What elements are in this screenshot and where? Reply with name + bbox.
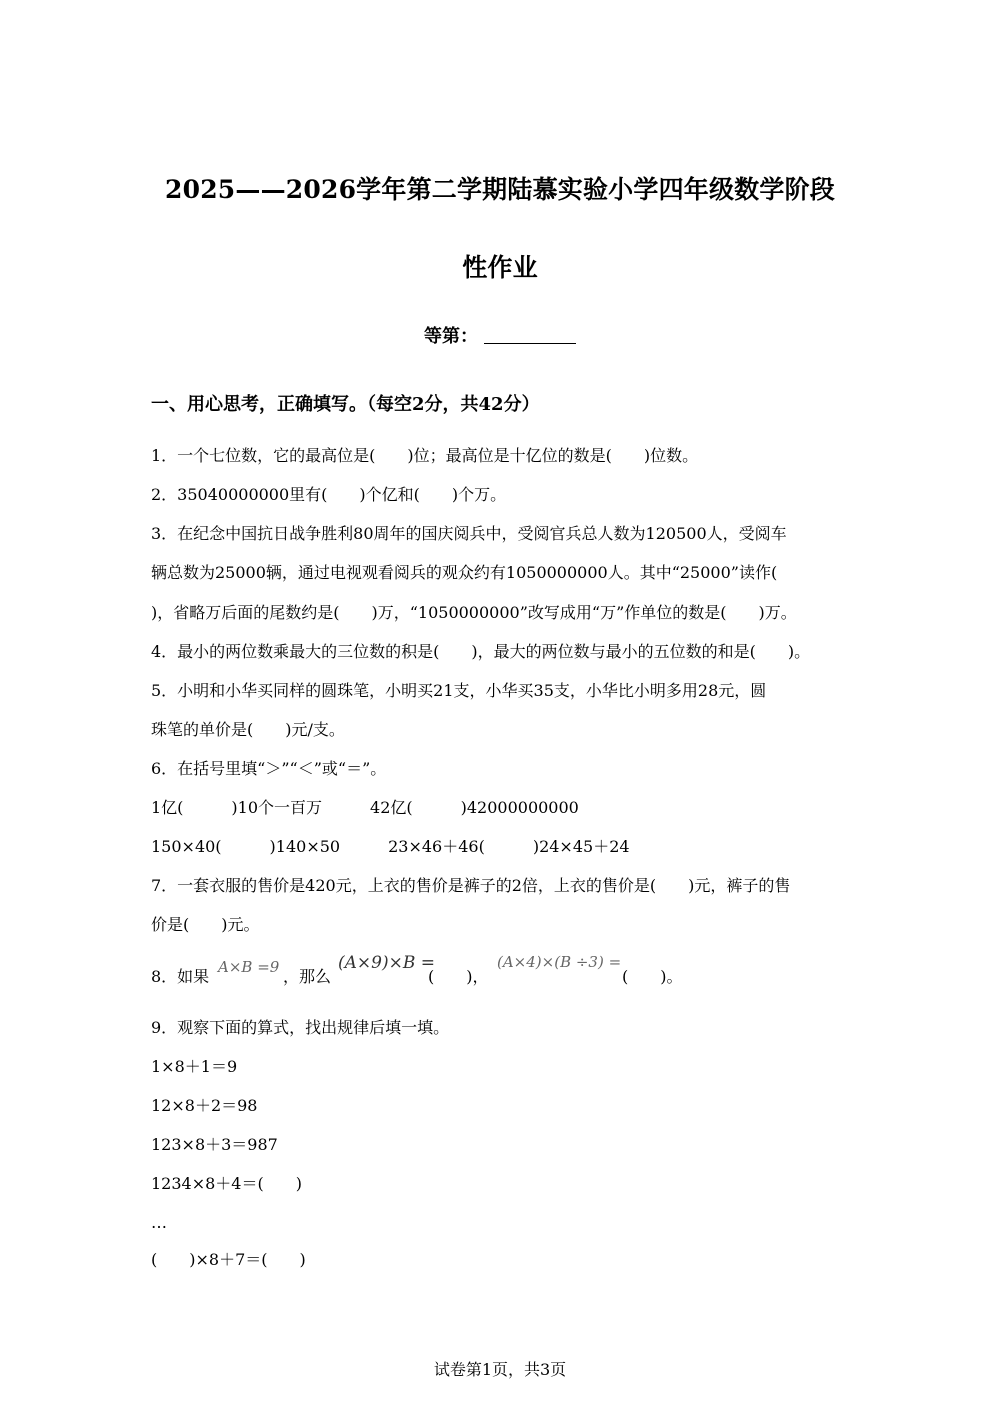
question-8-condition: A×B =9 — [218, 958, 280, 976]
question-8-blank1: ( )， — [428, 967, 489, 986]
question-2: 2．35040000000里有( )个亿和( )个万。 — [151, 485, 507, 504]
question-6-row2: 150×40( )140×50 23×46＋46( )24×45＋24 — [151, 837, 630, 856]
question-6: 6．在括号里填“＞”“＜”或“＝”。 — [151, 759, 387, 778]
question-9-row4: 1234×8＋4＝( ) — [151, 1174, 302, 1193]
question-3-line1: 3．在纪念中国抗日战争胜利80周年的国庆阅兵中，受阅官兵总人数为120500人，受阅车 — [151, 524, 787, 543]
question-3-line2: 辆总数为25000辆，通过电视观看阅兵的观众约有1050000000人。其中“25000”读作( — [151, 563, 778, 582]
grade-label: 等第： — [424, 326, 478, 347]
question-4: 4．最小的两位数乘最大的三位数的积是( )，最大的两位数与最小的五位数的和是( )。 — [151, 642, 811, 661]
page-title-line2: 性作业 — [462, 253, 538, 282]
question-8-prefix: 8．如果 — [151, 967, 210, 986]
question-9-row3: 123×8＋3＝987 — [151, 1135, 278, 1154]
question-9: 9．观察下面的算式，找出规律后填一填。 — [151, 1018, 450, 1037]
question-3-line3: )，省略万后面的尾数约是( )万，“1050000000”改写成用“万”作单位的数是( )万。 — [151, 603, 797, 622]
question-9-row5: … — [151, 1213, 167, 1232]
question-9-row6: ( )×8＋7＝( ) — [151, 1250, 306, 1269]
grade-blank[interactable] — [484, 325, 576, 344]
page-title-line1: 2025——2026学年第二学期陆慕实验小学四年级数学阶段 — [165, 175, 835, 204]
grade-field — [0, 322, 1000, 348]
question-1: 1．一个七位数，它的最高位是( )位；最高位是十亿位的数是( )位数。 — [151, 446, 699, 465]
question-8-then: ，那么 — [283, 967, 332, 986]
question-8-expr2: (A×4)×(B ÷3) = — [497, 953, 622, 971]
question-8-expr1: (A×9)×B = — [338, 953, 435, 973]
question-5-line1: 5．小明和小华买同样的圆珠笔，小明买21支，小华买35支，小华比小明多用28元，圆 — [151, 681, 767, 700]
question-5-line2: 珠笔的单价是( )元/支。 — [151, 720, 345, 739]
question-7-line1: 7．一套衣服的售价是420元，上衣的售价是裤子的2倍，上衣的售价是( )元，裤子的售 — [151, 876, 791, 895]
question-8-blank2: ( )。 — [622, 967, 683, 986]
page-footer: 试卷第1页，共3页 — [433, 1360, 567, 1379]
question-9-row2: 12×8＋2＝98 — [151, 1096, 258, 1115]
question-6-row1: 1亿( )10个一百万 42亿( )42000000000 — [151, 798, 579, 817]
section-heading: 一、用心思考，正确填写。（每空2分，共42分） — [151, 394, 540, 415]
question-9-row1: 1×8＋1＝9 — [151, 1057, 238, 1076]
question-7-line2: 价是( )元。 — [151, 915, 260, 934]
